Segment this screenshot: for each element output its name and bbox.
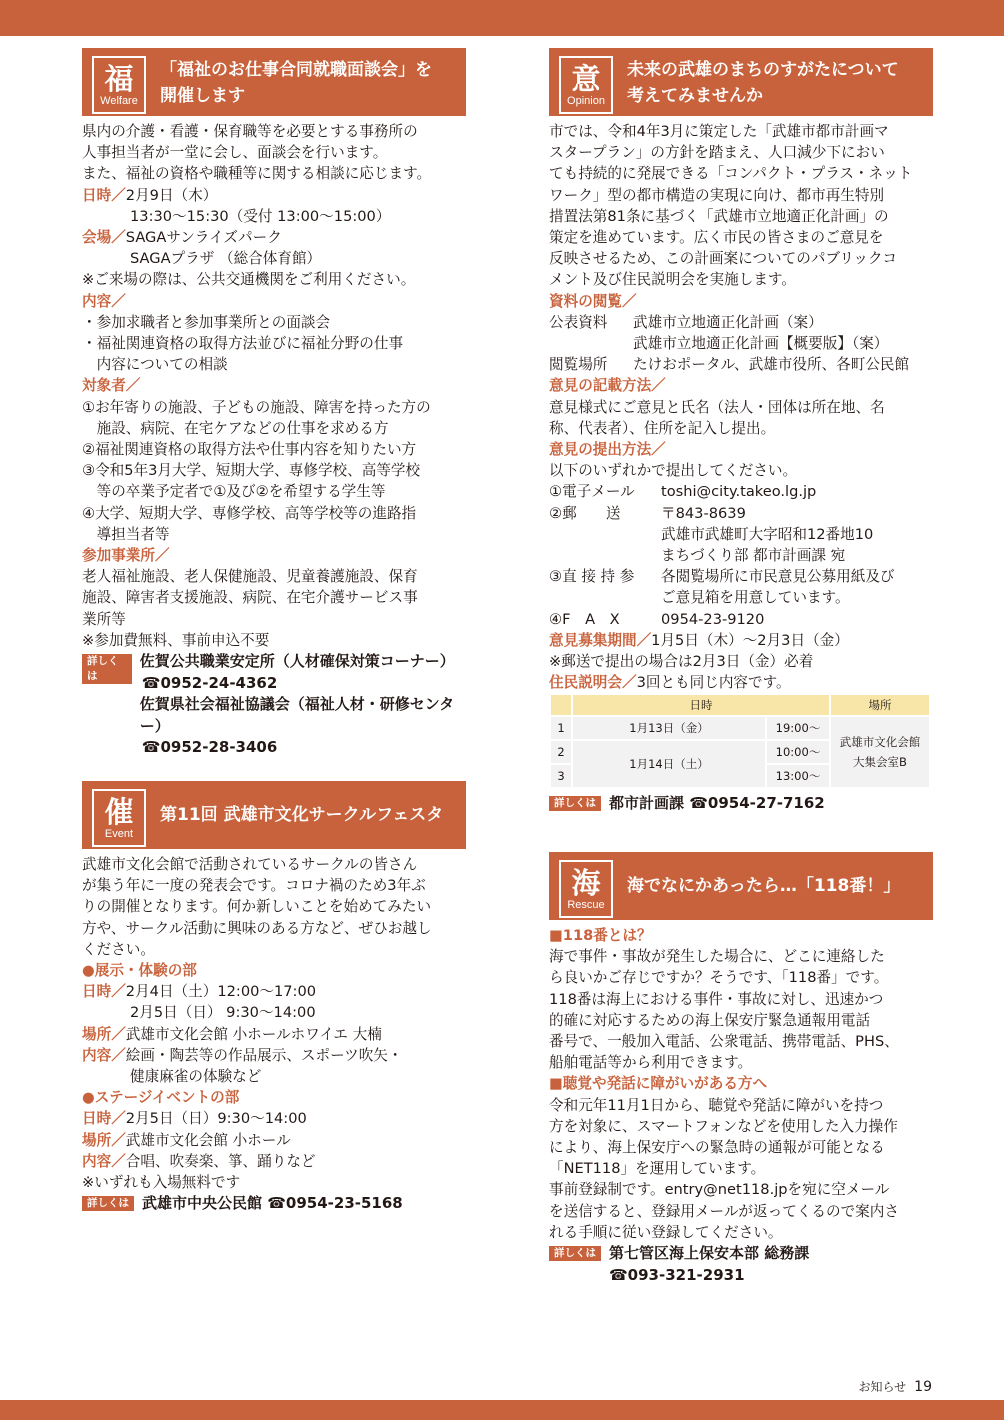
top-bar [0,0,1004,36]
opinion-contact: 詳しくは 都市計画課 ☎0954-27-7162 [549,793,933,815]
detail-tag: 詳しくは [549,1246,601,1261]
bottom-bar [0,1400,1004,1420]
page-number: 19 [914,1379,932,1395]
event-badge: 催 Event [92,789,146,847]
welfare-section: 福 Welfare 「福祉のお仕事合同就職面談会」を 開催します 県内の介護・看護・保育職等を必要とする事務所の 人事担当者が一堂に会し、面談会を行います。 また、福祉の資格や職種等に関する相談に応じます。 日時／2月9日（木） 13:30～15:30（受付 13:00～15:00） 会場／SAGAサンライズパーク SAGAプラザ （総合体育館） ※ご来場の際は、公共交通機関をご利用ください。 内容／ ・参加求職者と参加事業所との面談会 ・福祉関連資格の取得方法並びに福祉分野の仕事 内容についての相談 対象者／ ①お年寄りの施設、子どもの施設、障害を持った方の 施設、病院、在宅ケアなどの仕事を求める方 ②福祉関連資格の取得方法や仕事内容を知りたい方 ③令和5年3月大学、短期大学、専修学校、高等学校 等の卒業予定者で①及び②を希望する学生等 ④大学、短期大学、専修学校、高等学校等の進路指 導担当者等 参加事業所／ 老人福祉施設、老人保健施設、児童養護施設、保育 施設、障害者支援施設、病院、在宅介護サービス事 業所等 ※参加費無料、事前申込不要 詳しくは 佐賀公共職業安定所（人材確保対策コーナー） ☎0952-24-4362 佐賀県社会福祉協議会（福祉人材・研修センター） ☎0952-28-3406 [82,48,466,759]
opinion-header [549,48,933,116]
rescue-title: 海でなにかあったら…「118番！」 [627,876,901,896]
rescue-header [549,852,933,920]
table-row: 2 1月14日（土） 10:00～ [551,741,929,763]
opinion-title: 未来の武雄のまちのすがたについて 考えてみませんか [627,60,899,106]
welfare-contact: 詳しくは 佐賀公共職業安定所（人材確保対策コーナー） ☎0952-24-4362 佐賀県社会福祉協議会（福祉人材・研修センター） ☎0952-28-3406 [82,651,466,759]
welfare-venue: 会場／SAGAサンライズパーク [82,229,282,247]
page-footer: お知らせ 19 [858,1379,932,1395]
briefing-schedule-table: 日時 場所 1 1月13日（金） 19:00～ 武雄市文化会館 大集会室B 2 1月14日（土） 10:00～ 3 13:00～ [549,693,931,789]
welfare-badge: 福 Welfare [92,56,146,114]
welfare-title: 「福祉のお仕事合同就職面談会」を 開催します [160,60,432,106]
welfare-header [82,48,466,116]
opinion-section: 意 Opinion 未来の武雄のまちのすがたについて 考えてみませんか 市では、令和4年3月に策定した「武雄市都市計画マ スタープラン」の方針を踏まえ、人口減少下におい ても持続的に発展できる「コンパクト・プラス・ネット ワーク」型の都市構造の実現に向け、都市再生特別 措置法第81条に基づく「武雄市立地適正化計画」の 策定を進めています。広く市民の皆さまのご意見を 反映させるため、この計画案についてのパブリックコ メント及び住民説明会を実施します。 資料の閲覧／ 公表資料 武雄市立地適正化計画（案） 武雄市立地適正化計画【概要版】（案） 閲覧場所 たけおポータル、武雄市役所、各町公民館 意見の記載方法／ 意見様式にご意見と氏名（法人・団体は所在地、名 称、代表者）、住所を記入し提出。 意見の提出方法／ 以下のいずれかで提出してください。 ①電子メール toshi@city.takeo.lg.jp ②郵 送 〒843-8639 武雄市武雄町大字昭和12番地10 まちづくり部 都市計画課 宛 ③直 接 持 参 各閲覧場所に市民意見公募用紙及び ご意見箱を用意しています。 ④F A X 0954-23-9120 意見募集期間／1月5日（木）～2月3日（金） ※郵送で提出の場合は2月3日（金）必着 住民説明会／3回とも同じ内容です。 日時 場所 1 1月13日（金） 19:00～ 武雄市文化会館 大集会室B 2 1月14日（土） 10:00～ 3 13:00～ 詳しくは 都市計画課 ☎0954-27-7162 [549,48,933,815]
table-row: 3 13:00～ [551,765,929,787]
table-row: 1 1月13日（金） 19:00～ 武雄市文化会館 大集会室B [551,717,929,739]
event-contact: 詳しくは 武雄市中央公民館 ☎0954-23-5168 [82,1193,466,1215]
detail-tag: 詳しくは [82,1196,134,1211]
event-section: 催 Event 第11回 武雄市文化サークルフェスタ 武雄市文化会館で活動されているサークルの皆さん が集う年に一度の発表会です。コロナ禍のため3年ぶ りの開催となります。何か新しいことを始めてみたい 方や、サークル活動に興味のある方など、ぜひお越し ください。 ●展示・体験の部 日時／2月4日（土）12:00～17:00 2月5日（日） 9:30～14:00 場所／武雄市文化会館 小ホールホワイエ 大楠 内容／絵画・陶芸等の作品展示、スポーツ吹矢・ 健康麻雀の体験など ●ステージイベントの部 日時／2月5日（日）9:30～14:00 場所／武雄市文化会館 小ホール 内容／合唱、吹奏楽、箏、踊りなど ※いずれも入場無料です 詳しくは 武雄市中央公民館 ☎0954-23-5168 [82,781,466,1215]
event-title: 第11回 武雄市文化サークルフェスタ [160,805,444,825]
rescue-contact: 詳しくは 第七管区海上保安本部 総務課 ☎093-321-2931 [549,1243,933,1286]
rescue-section: 海 Rescue 海でなにかあったら…「118番！」 ■118番とは？ 海で事件・事故が発生した場合に、どこに連絡した ら良いかご存じですか？そうです、「118番」です。 118番は海上における事件・事故に対し、迅速かつ 的確に対応するための海上保安庁緊急通報用電話 番号で、一般加入電話、公衆電話、携帯電話、PHS、 船舶電話等から利用できます。 ■聴覚や発話に障がいがある方へ 令和元年11月1日から、聴覚や発話に障がいを持つ 方を対象に、スマートフォンなどを使用した入力操作 により、海上保安庁への緊急時の通報が可能となる 「NET118」を運用しています。 事前登録制です。entry@net118.jpを宛に空メール を送信すると、登録用メールが返ってくるので案内さ れる手順に従い登録してください。 詳しくは 第七管区海上保安本部 総務課 ☎093-321-2931 [549,852,933,1286]
detail-tag: 詳しくは [82,654,132,684]
opinion-badge: 意 Opinion [559,56,613,114]
detail-tag: 詳しくは [549,796,601,811]
welfare-date: 日時／2月9日（木） [82,186,218,204]
event-header [82,781,466,849]
rescue-badge: 海 Rescue [559,860,613,918]
